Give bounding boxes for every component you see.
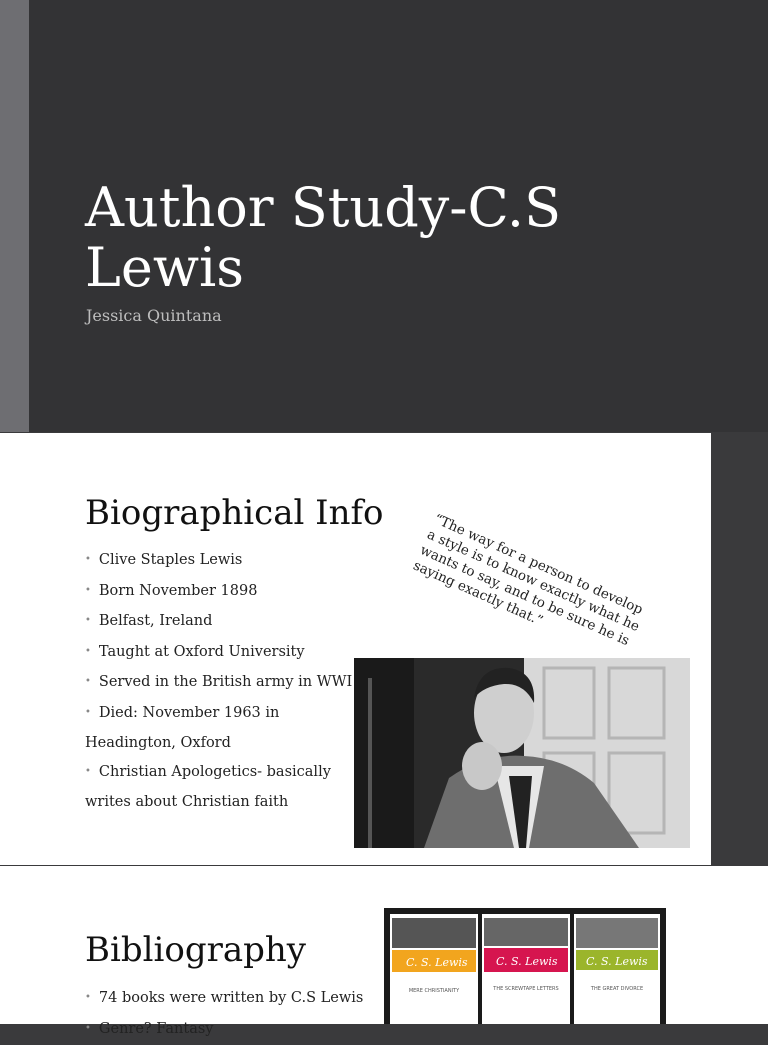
slide-heading: Biographical Info bbox=[85, 493, 384, 533]
bibliography-bullet-list bbox=[85, 984, 385, 1045]
bullet-item: • Born November 1898 bbox=[85, 577, 355, 608]
bullet-item: • Christian Apologetics- basically writes about Christian faith bbox=[85, 758, 355, 817]
book-covers-art bbox=[384, 908, 666, 1024]
author-photo bbox=[354, 658, 690, 848]
bio-bullet-list bbox=[85, 546, 355, 817]
bullet-item: • Taught at Oxford University bbox=[85, 638, 355, 669]
book-author: C. S. Lewis bbox=[406, 956, 468, 969]
book-title: MERE CHRISTIANITY bbox=[409, 988, 460, 994]
title-slide bbox=[0, 0, 768, 432]
presentation-subtitle: Jessica Quintana bbox=[86, 306, 222, 325]
slide-accent-bar bbox=[0, 0, 29, 432]
book-title: THE GREAT DIVORCE bbox=[590, 986, 643, 992]
bibliography-slide bbox=[0, 866, 768, 1024]
bullet-item: • Genre? Fantasy bbox=[85, 1015, 385, 1045]
bullet-item: • Belfast, Ireland bbox=[85, 607, 355, 638]
bullet-item: • 74 books were written by C.S Lewis bbox=[85, 984, 385, 1015]
bullet-item: • Served in the British army in WWI bbox=[85, 668, 355, 699]
presentation-title: Author Study-C.S Lewis bbox=[85, 178, 685, 298]
slide-heading: Bibliography bbox=[85, 930, 306, 970]
biographical-info-slide bbox=[0, 433, 711, 865]
bullet-item: • Died: November 1963 in Headington, Oxford bbox=[85, 699, 355, 758]
book-title: THE SCREWTAPE LETTERS bbox=[492, 986, 558, 992]
bullet-item: • Clive Staples Lewis bbox=[85, 546, 355, 577]
book-covers-image bbox=[384, 908, 666, 1024]
author-photo-image bbox=[354, 658, 690, 848]
book-author: C. S. Lewis bbox=[496, 955, 558, 968]
author-quote: “The way for a person to develop a style is to know exactly what he wants to say, and to be sure he is saying exactly that.” bbox=[410, 511, 650, 667]
book-author: C. S. Lewis bbox=[586, 955, 648, 968]
